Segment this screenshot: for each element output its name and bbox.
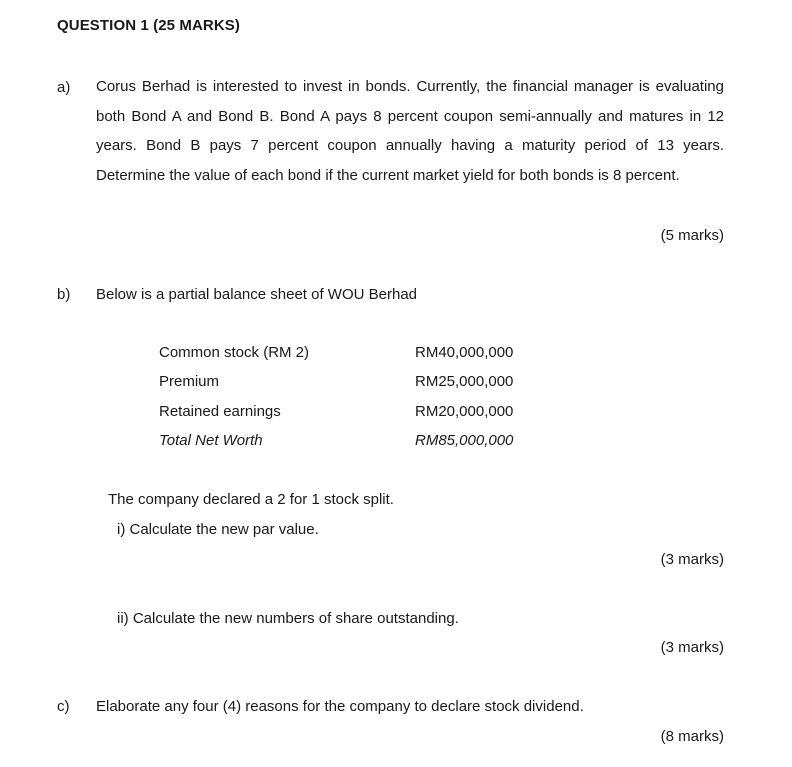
balance-sheet-value: RM25,000,000: [415, 373, 514, 390]
part-b-sub-ii-marks: (3 marks): [660, 639, 724, 656]
balance-sheet-value: RM20,000,000: [415, 403, 514, 420]
part-c-text: Elaborate any four (4) reasons for the company to declare stock dividend.: [96, 698, 584, 715]
stock-split-statement: The company declared a 2 for 1 stock split.: [108, 491, 394, 508]
balance-sheet-row: [159, 403, 529, 425]
part-b-sub-i-marks: (3 marks): [660, 551, 724, 568]
part-b-sub-ii: ii) Calculate the new numbers of share outstanding.: [117, 610, 459, 627]
balance-sheet-item: Premium: [159, 373, 220, 390]
balance-sheet-item: Retained earnings: [159, 403, 281, 420]
part-c-marks: (8 marks): [660, 728, 724, 745]
balance-sheet-total-value: RM85,000,000: [415, 432, 514, 449]
part-a-label: a): [57, 79, 71, 96]
balance-sheet-item: Common stock (RM 2): [159, 344, 310, 361]
part-b-intro: Below is a partial balance sheet of WOU Berhad: [96, 286, 417, 303]
part-c-label: c): [57, 698, 70, 715]
part-b-sub-i: i) Calculate the new par value.: [117, 521, 319, 538]
part-a-text: Corus Berhad is interested to invest in bonds. Currently, the financial manager is evaluating both Bond A and Bond B. Bond A pays 8 percent coupon semi-annually and matures in 12 years. Bond B pays 7 percent coupon annually having a maturity period of 13 years. Determine the value of each bond if the current market yield for both bonds is 8 percent.: [96, 78, 724, 184]
balance-sheet-total-row: [159, 432, 529, 454]
part-a-marks: (5 marks): [660, 227, 724, 244]
balance-sheet-row: [159, 344, 529, 366]
question-title: QUESTION 1 (25 MARKS): [57, 17, 240, 34]
balance-sheet-row: [159, 373, 529, 395]
part-b-label: b): [57, 286, 71, 303]
balance-sheet-value: RM40,000,000: [415, 344, 514, 361]
balance-sheet-total-label: Total Net Worth: [159, 432, 263, 449]
